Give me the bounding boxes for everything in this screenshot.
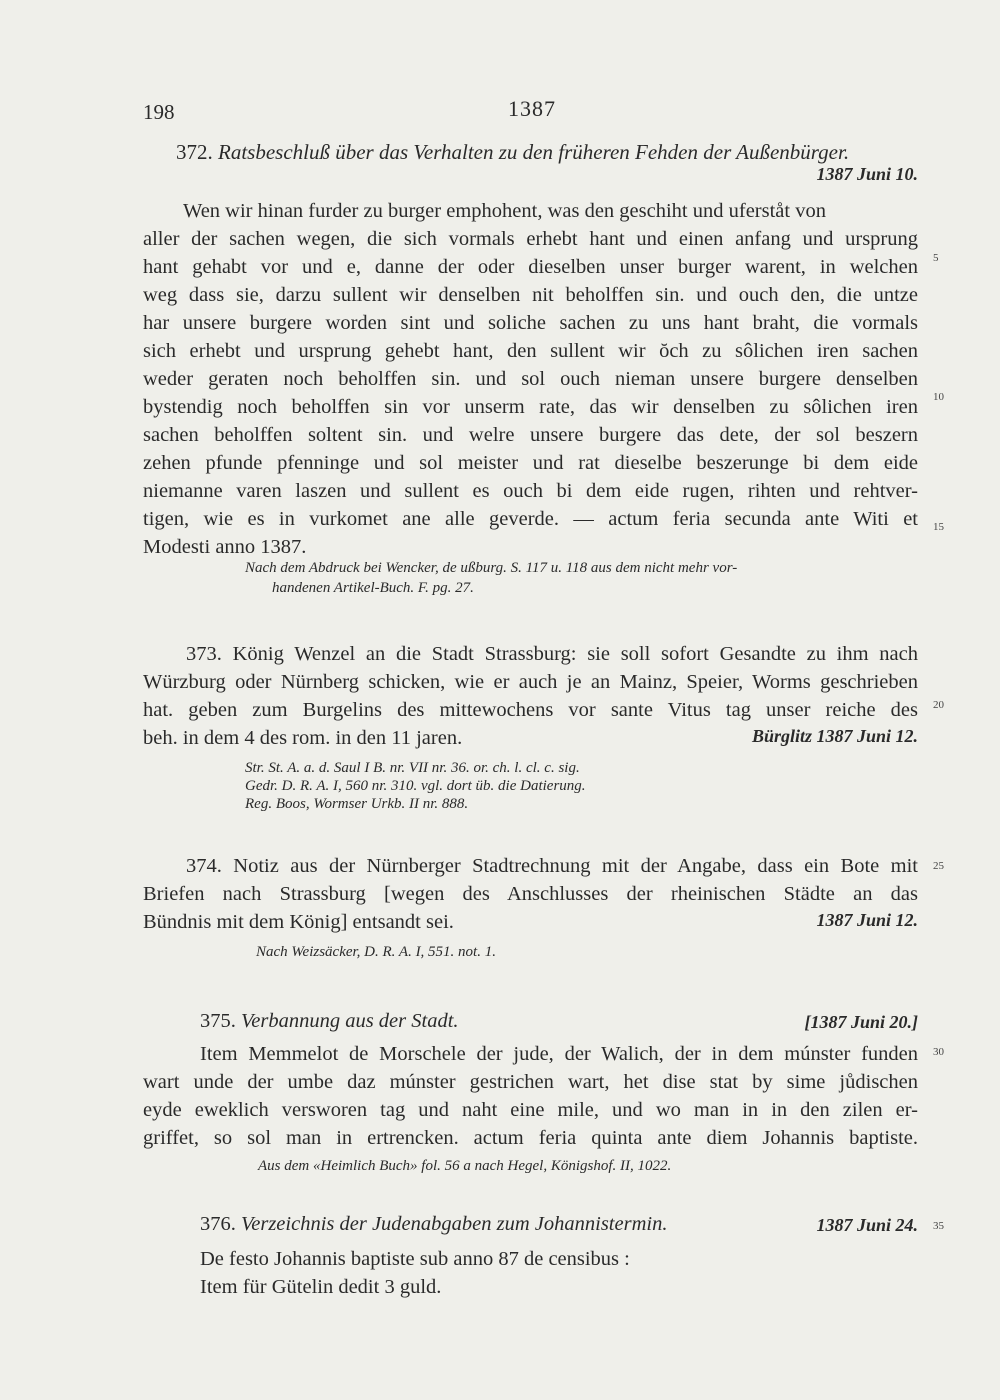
doc373-source: Str. St. A. a. d. Saul I B. nr. VII nr. 36. or. ch. l. cl. c. sig. xyxy=(245,760,580,776)
text-line: har unsere burgere worden sint und soliche sachen zu uns hant braht, die vormals xyxy=(143,312,918,334)
doc375-date: [1387 Juni 20.] xyxy=(804,1012,918,1032)
line-marker: 20 xyxy=(933,699,944,711)
doc374-line: Briefen nach Strassburg [wegen des Anschlusses der rheinischen Städte an das xyxy=(143,883,918,905)
doc374-number: 374. xyxy=(186,855,222,877)
doc376-number: 376. xyxy=(200,1213,236,1235)
doc373-line: hat. geben zum Burgelins des mittewochens vor sante Vitus tag unser reiche des xyxy=(143,699,918,721)
doc375-number: 375. xyxy=(200,1010,236,1032)
text-line: aller der sachen wegen, die sich vormals erhebt hant und einen anfang und ursprung xyxy=(143,228,918,250)
text-line: niemanne varen laszen und sullent es ouch bi dem eide rugen, rihten und rehtver- xyxy=(143,480,918,502)
text-line: Modesti anno 1387. xyxy=(143,536,307,558)
doc373-source: Reg. Boos, Wormser Urkb. II nr. 888. xyxy=(245,796,469,812)
doc372-source: Nach dem Abdruck bei Wencker, de ußburg. S. 117 u. 118 aus dem nicht mehr vor- xyxy=(245,560,738,576)
running-year-header: 1387 xyxy=(508,96,556,121)
text-line: bystendig noch beholffen sin vor unserm rate, das wir denselben zu sôlichen iren xyxy=(143,396,918,418)
line-marker: 25 xyxy=(933,860,944,872)
line-marker: 35 xyxy=(933,1220,944,1232)
doc373-line: beh. in dem 4 des rom. in den 11 jaren. xyxy=(143,727,463,749)
doc375-line: wart unde der umbe daz múnster gestrichen wart, het dise stat by sime jůdischen xyxy=(143,1071,918,1093)
doc376-date: 1387 Juni 24. xyxy=(816,1215,918,1235)
doc373-date: Bürglitz 1387 Juni 12. xyxy=(751,726,918,746)
line-marker: 5 xyxy=(933,252,939,264)
doc374-source: Nach Weizsäcker, D. R. A. I, 551. not. 1. xyxy=(256,944,496,960)
doc374-line: 374. Notiz aus der Nürnberger Stadtrechnung mit der Angabe, dass ein Bote mit xyxy=(186,855,918,877)
doc374-line: Bündnis mit dem König] entsandt sei. xyxy=(143,911,454,933)
doc373-line: Würzburg oder Nürnberg schicken, wie er auch je an Mainz, Speier, Worms geschrieben xyxy=(143,671,918,693)
doc372-date: 1387 Juni 10. xyxy=(816,164,918,184)
text-line: sachen beholffen soltent sin. und welre unsere burgere das dete, der sol beszern xyxy=(143,424,918,446)
doc375-source: Aus dem «Heimlich Buch» fol. 56 a nach Hegel, Königshof. II, 1022. xyxy=(258,1158,672,1174)
doc372-heading xyxy=(176,140,849,165)
text-line: weder geraten noch beholffen sin. und sol ouch nieman unsere burgere denselben xyxy=(143,368,918,390)
doc375-line: griffet, so sol man in ertrencken. actum feria quinta ante diem Johannis baptiste. xyxy=(143,1127,918,1149)
doc374-date: 1387 Juni 12. xyxy=(816,910,918,930)
doc376-line: Item für Gütelin dedit 3 guld. xyxy=(200,1276,442,1298)
doc376-heading xyxy=(200,1213,667,1236)
text-line: zehen pfunde pfenninge und sol meister und rat dieselbe beszerunge bi dem eide xyxy=(143,452,918,474)
doc372-title: Ratsbeschluß über das Verhalten zu den früheren Fehden der Außenbürger. xyxy=(218,140,850,164)
doc373-line: 373. König Wenzel an die Stadt Strassburg: sie soll sofort Gesandte zu ihm nach xyxy=(186,643,918,665)
doc375-heading xyxy=(200,1010,459,1033)
text-line: sich erhebt und ursprung gehebt hant, den sullent wir ŏch zu sôlichen iren sachen xyxy=(143,340,918,362)
doc373-number: 373. xyxy=(186,643,222,665)
doc372-number: 372. xyxy=(176,140,213,164)
text-line: Wen wir hinan furder zu burger emphohent, was den geschiht und uferståt von xyxy=(183,200,826,222)
line-marker: 15 xyxy=(933,521,944,533)
text-line: tigen, wie es in vurkomet ane alle geverde. — actum feria secunda ante Witi et xyxy=(143,508,918,530)
doc373-source: Gedr. D. R. A. I, 560 nr. 310. vgl. dort üb. die Datierung. xyxy=(245,778,586,794)
doc376-line: De festo Johannis baptiste sub anno 87 de censibus : xyxy=(200,1248,630,1270)
line-marker: 30 xyxy=(933,1046,944,1058)
page-number: 198 xyxy=(143,100,175,124)
line-marker: 10 xyxy=(933,391,944,403)
doc376-title: Verzeichnis der Judenabgaben zum Johannistermin. xyxy=(241,1213,668,1235)
doc375-line: Item Memmelot de Morschele der jude, der Walich, der in dem múnster funden xyxy=(200,1043,918,1065)
doc375-line: eyde eweklich versworen tag und naht eine mile, und wo man in in den zilen er- xyxy=(143,1099,918,1121)
text-line: weg dass sie, darzu sullent wir denselben nit beholffen sin. und ouch den, die untze xyxy=(143,284,918,306)
doc375-title: Verbannung aus der Stadt. xyxy=(241,1010,459,1032)
text-line: hant gehabt vor und e, danne der oder dieselben unser burger warent, in welchen xyxy=(143,256,918,278)
doc372-source: handenen Artikel-Buch. F. pg. 27. xyxy=(272,580,474,596)
